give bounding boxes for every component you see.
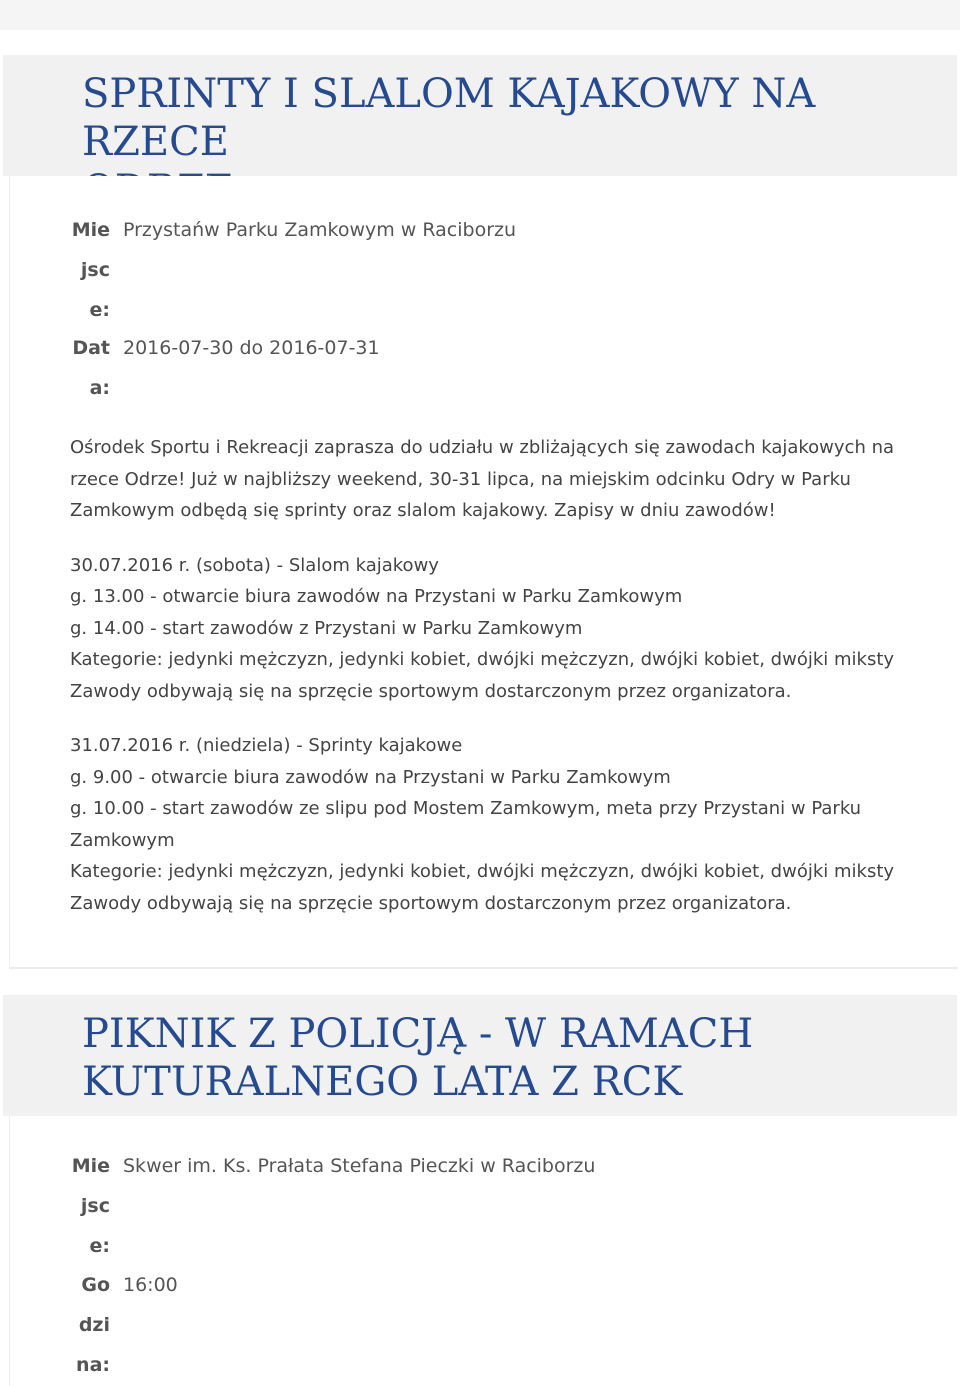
intro-line: rzece Odrze! Już w najbliższy weekend, 30-31 lipca, na miejskim odcinku Odry w Parku [70, 468, 851, 490]
day2-line: g. 10.00 - start zawodów ze slipu pod Mostem Zamkowym, meta przy Przystani w Parku [70, 798, 862, 819]
event-card [3, 995, 957, 1386]
event-time [10, 1265, 958, 1385]
time-value: 16:00 [123, 1274, 178, 1296]
date-label: Dat a: [72, 337, 110, 399]
date-value: 2016-07-30 do 2016-07-31 [123, 337, 380, 359]
event-date [10, 328, 958, 408]
top-strip [0, 0, 960, 30]
day2-line: Zamkowym [70, 829, 175, 851]
event-card [3, 55, 957, 967]
day1-line: g. 14.00 - start zawodów z Przystani w Parku Zamkowym [70, 617, 583, 639]
place-value: Skwer im. Ks. Prałata Stefana Pieczki w Raciborzu [123, 1155, 596, 1177]
event-title[interactable] [82, 1010, 753, 1106]
day1-line: 30.07.2016 r. (sobota) - Slalom kajakowy [70, 554, 439, 576]
event-body [9, 1116, 958, 1386]
event-title-line-2: KUTURALNEGO LATA Z RCK [82, 1059, 683, 1105]
day2-line: g. 9.00 - otwarcie biura zawodów na Przystani w Parku Zamkowym [70, 766, 671, 788]
place-label: Mie jsc e: [71, 219, 110, 321]
day1-line: Zawody odbywają się na sprzęcie sportowym dostarczonym przez organizatora. [70, 680, 792, 702]
event-header [3, 55, 957, 176]
place-label: Mie jsc e: [71, 1155, 110, 1257]
event-place [10, 1146, 958, 1266]
day2-line: 31.07.2016 r. (niedziela) - Sprinty kajakowe [70, 735, 463, 756]
day1-line: Kategorie: jedynki mężczyzn, jedynki kobiet, dwójki mężczyzn, dwójki kobiet, dwójki miksty [70, 649, 895, 670]
intro-line: Ośrodek Sportu i Rekreacji zaprasza do udziału w zbliżających się zawodach kajakowych na [70, 437, 895, 458]
event-description [70, 432, 900, 919]
time-label: Go dzi na: [76, 1274, 110, 1376]
day2-line: Kategorie: jedynki mężczyzn, jedynki kobiet, dwójki mężczyzn, dwójki kobiet, dwójki miksty [70, 861, 895, 882]
event-title-line-1: SPRINTY I SLALOM KAJAKOWY NA RZECE [82, 71, 816, 165]
event-place [10, 210, 958, 330]
event-body [9, 176, 958, 969]
event-header [3, 995, 957, 1116]
place-value: Przystańw Parku Zamkowym w Raciborzu [123, 219, 517, 241]
day1-line: g. 13.00 - otwarcie biura zawodów na Przystani w Parku Zamkowym [70, 586, 683, 607]
intro-line: Zamkowym odbędą się sprinty oraz slalom kajakowy. Zapisy w dniu zawodów! [70, 500, 776, 521]
day2-line: Zawody odbywają się na sprzęcie sportowym dostarczonym przez organizatora. [70, 892, 792, 914]
event-title-line-1: PIKNIK Z POLICJĄ - W RAMACH [82, 1011, 754, 1057]
